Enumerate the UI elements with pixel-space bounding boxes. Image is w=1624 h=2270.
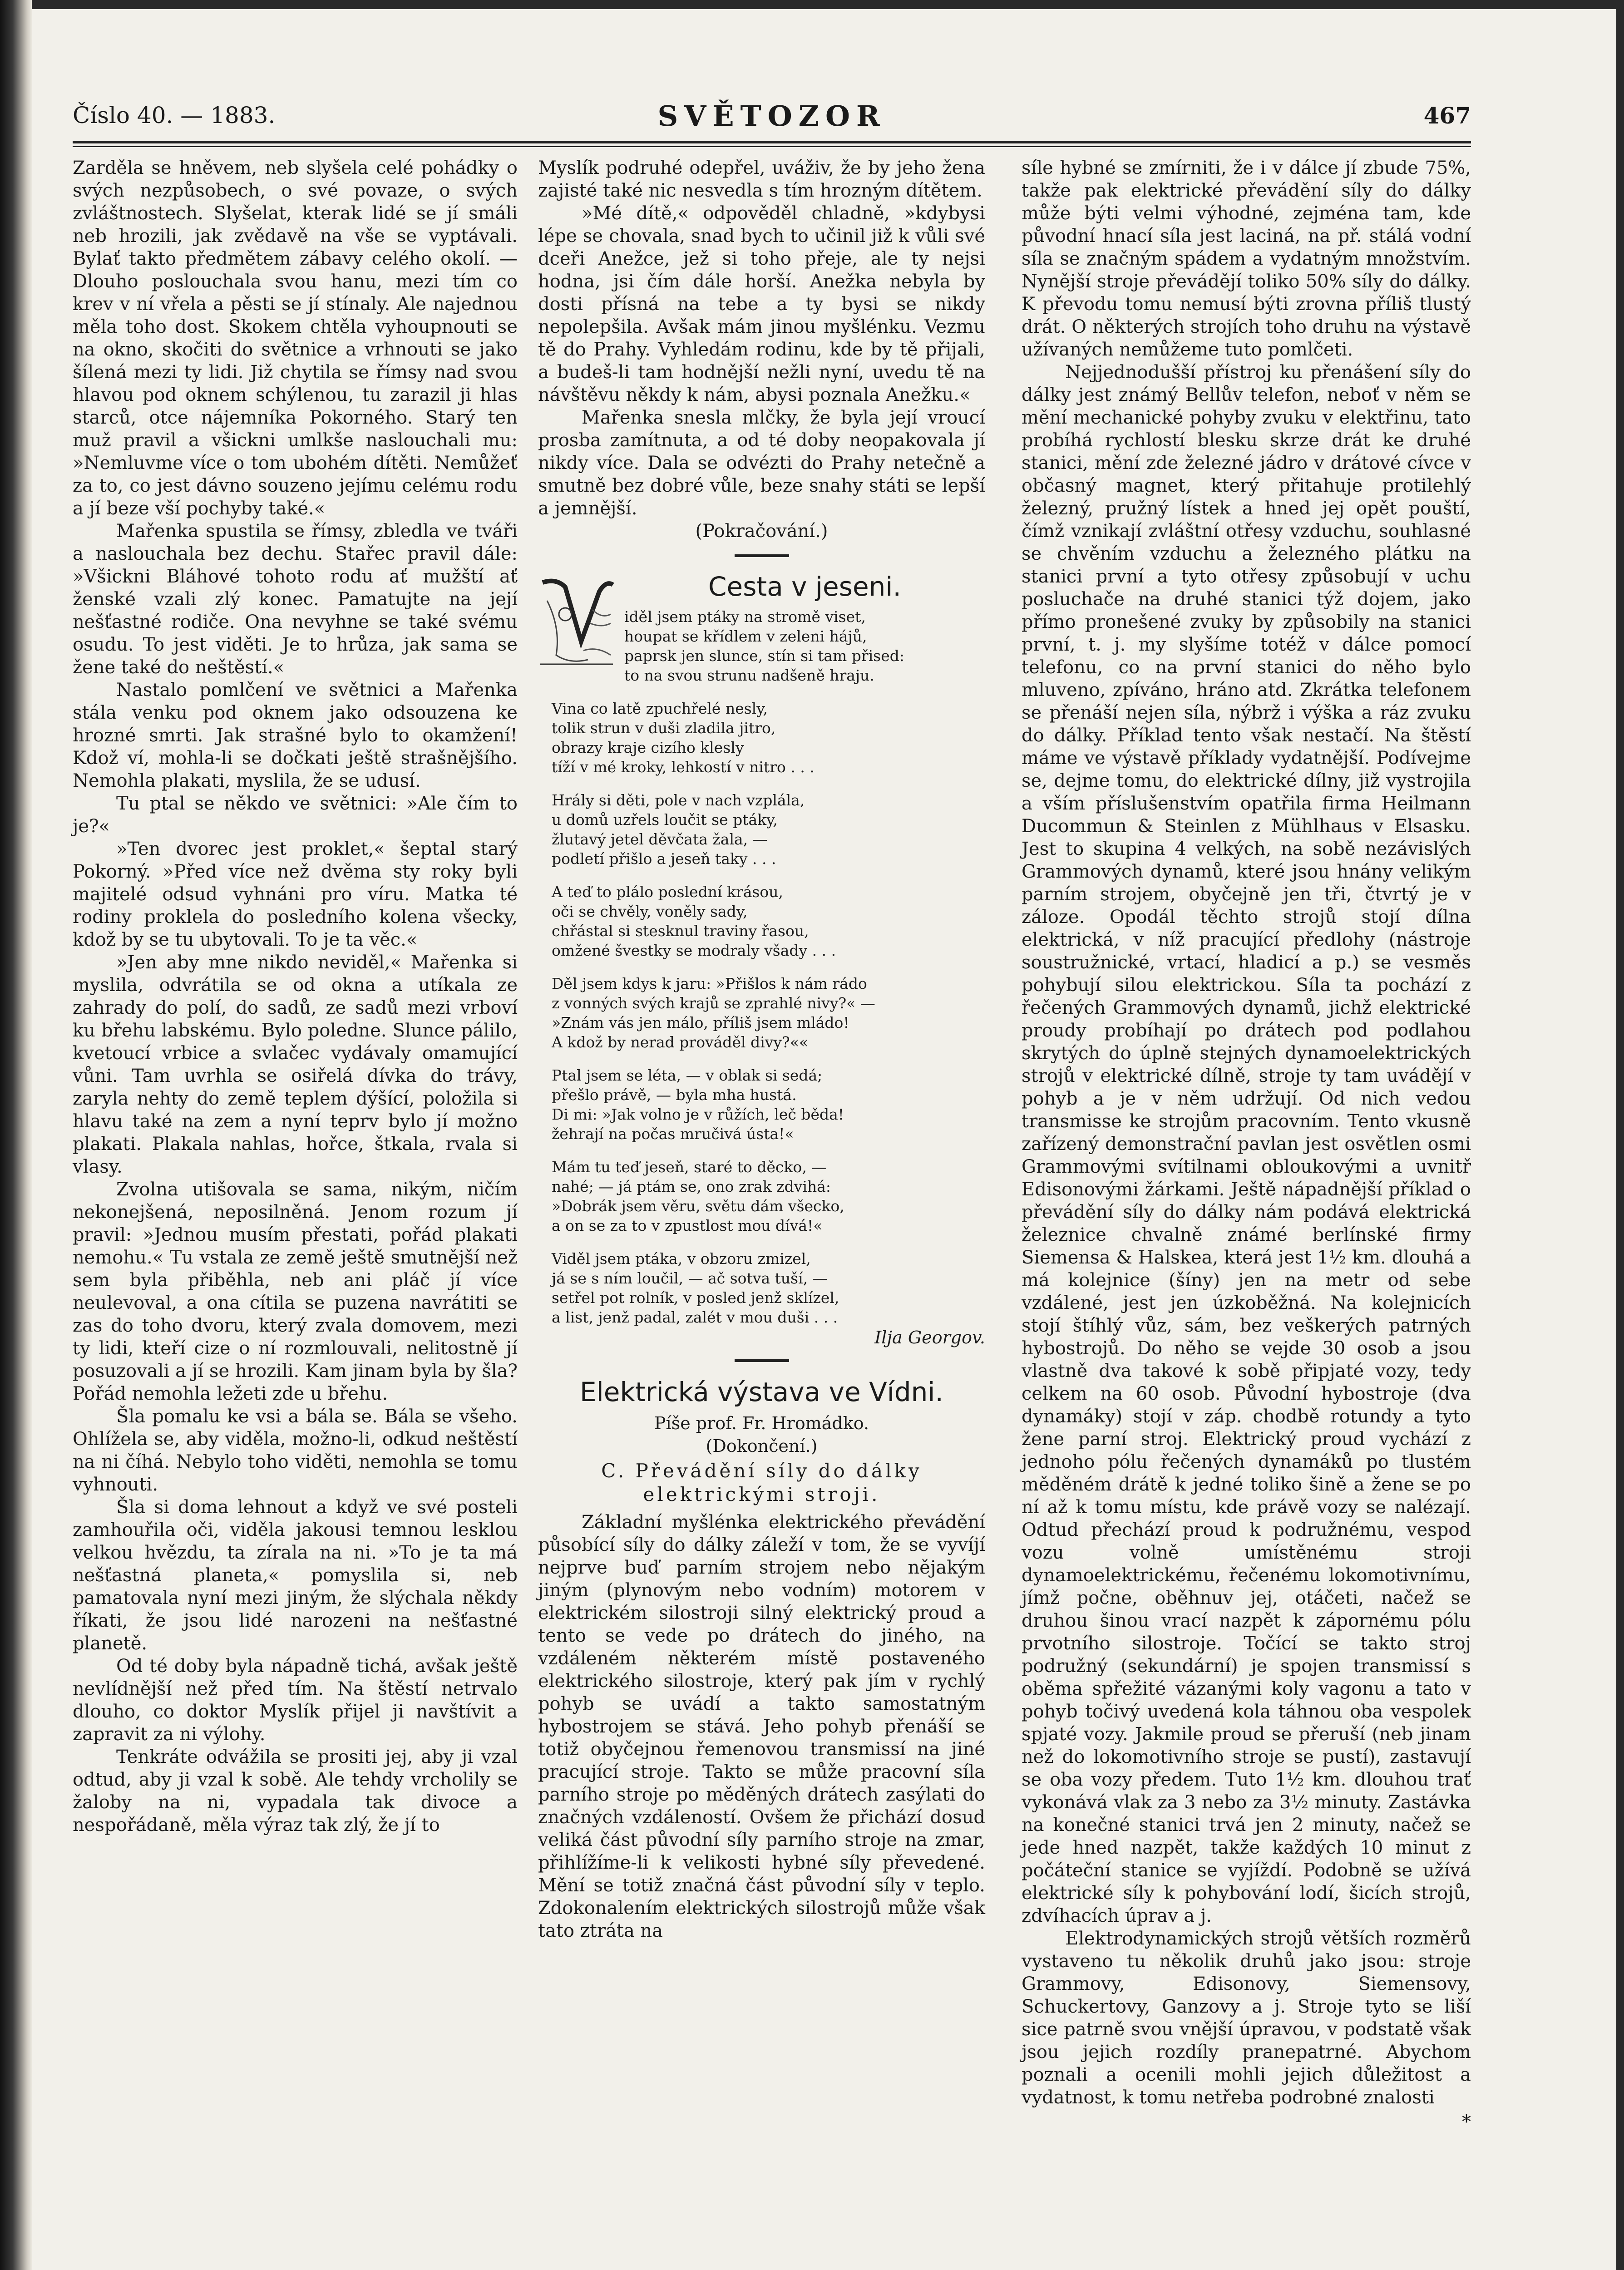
continuation-note: (Pokračování.) <box>695 521 828 542</box>
verse-line: já se s ním loučil, — ač sotva tuší, — <box>552 1269 828 1287</box>
paragraph: Nejjednodušší přístroj ku přenášení síly do dálky jest známý Bellův telefon, neboť v něm se mění mechanické pohyby zvuku v elektřinu, tato probíhá rychlostí blesku skrze drát ke druhé stanici, mění zde železné jádro v drátové cívce v občasný magnet, který přitahuje protilehlý železný, pružný lístek a hned jej opět pouští, čímž vznikají zvláštní otřesy vzduchu, souhlasné se chvěním vzduchu a železného plátku na stanici první a tyto otřesy způsobují v uchu posluchače na druhé stanici týž dojem, jako přímo pronešené zvuky by způsobily na stanici první, t. j. my slyšíme totéž v dálce pomocí telefonu, co na první stanici do něho bylo mluveno, zpíváno, hráno atd. Zkrátka telefonem se přenáší nejen síla, nýbrž i výška a ráz zvuku do dálky. Příklad tento však nestačí. Na štěstí máme ve výstavě příklady vydatnější. Podívejme se, dejme tomu, do elektrické dílny, již vystrojila a vším příslušenstvím opatřila firma Heilmann Ducommun & Steinlen z Mühlhaus v Elsasku. Jest to skupina 4 velkých, na sobě nezávislých Grammových dynamů, které jsou hnány velikým parním strojem, obyčejně jen tři, čtvrtý je v záloze. Opodál těchto strojů stojí dílna elektrická, v níž pracující předlohy (nástroje soustružnické, vrtací, hladicí a p.) se vesměs pohybují silou elektrickou. Síla ta pochází z řečených Grammových dynamů, jichž elektrické proudy probíhají po drátech pod podlahou skrytých do úplně stejných dynamoelektrických strojů v elektrické dílně, stroje ty tam uvádějí v pohyb a je v něm udržují. Od nich vedou transmisse ke strojům pracovním. Tento vkusně zařízený demonstrační pavlan jest osvětlen osmi Grammovými svítilnami obloukovými a uvnitř Edisonovými žárkami. Ještě nápadnější příklad o převádění síly do dálky nám podává elektrická železnice chvalně známé berlínské firmy Siemensa & Halskea, která jest 1½ km. dlouhá a má kolejnice (šíny) jen na metr od sebe vzdálené, jest jen úzkoběžná. Na kolejnicích stojí štíhlý vůz, sám, bez veškerých patrných hybostrojů. Do něho se vejde 30 osob a jsou vlastně dva takové k sobě připjaté vozy, tedy celkem na 60 osob. Původní hybostroje (dva dynamáky) stojí v záp. chodbě rotundy a tyto žene parní stroj. Elektrický proud vychází z jednoho pólu řečených dynamáků po tlustém měděném drátě k jedné toliko šině a žene se po ní až k tomu místu, kde právě vozy se nalézají. Odtud přechází proud k podružnému, vespod vozu volně umístěnému stroji dynamoelektrickému, řečenému lokomotivnímu, jímž počne, oběhnuv jej, otáčeti, načež se druhou šinou vrací nazpět k zápornému pólu prvotního silostroje. Točící se takto stroj podružný (sekundární) je spojen transmissí s oběma spřežité vázanými koly vagonu a tato v pohyb točivý uvedená kola táhnou oba vespolek spjaté vozy. Jakmile proud se přeruší (neb jinam než do lokomotivního stroje se pustí), zastavují se oba vozy předem. Tuto 1½ km. dlouhou trať vykonává vlak za 3 nebo za 3½ minuty. Zastávka na konečné stanici trvá jen 2 minuty, načež se jede hned nazpět, takže každých 10 minut z počáteční stanice se vyjíždí. Podobně se užívá elektrické síly k pohybování lodí, šicích strojů, zdvíhacích úprav a j. <box>1022 362 1471 1926</box>
stanza <box>552 790 985 869</box>
verse-line: a list, jenž padal, zalét v mou duši . . . <box>552 1308 838 1326</box>
section-divider <box>735 1359 789 1362</box>
verse-line: setřel pot rolník, v posled jenž sklízel, <box>552 1289 839 1307</box>
paragraph: Základní myšlénka elektrického převádění působící síly do dálky záleží v tom, že se vyvíjí nejprve buď parním strojem nebo nějakým jiným (plynovým nebo vodním) motorem v elektrickém silostroji silný elektrický proud a tento se vede po drátech do jiného, na vzdáleném některém místě postaveného elektrického silostroje, který pak jím v rychlý pohyb se uvádí a takto samostatným hybostrojem se stává. Jeho pohyb přenáší se totiž obyčejnou řemenovou transmissí na jiné pracující stroje. Takto se může pracovní síla parního stroje po měděných drátech zasýlati do značných vzdáleností. Ovšem že přichází dosud veliká část původní síly parního stroje na zmar, přihlížíme-li k velikosti hybné síly převedené. Mění se totiž značná část původní síly v teplo. Zdokonalením elektrických silostrojů může však tato ztráta na <box>538 1512 985 1941</box>
stanza <box>552 699 985 777</box>
poem-author: Ilja Georgov. <box>874 1327 985 1347</box>
paragraph: Mařenka snesla mlčky, že byla její vroucí prosba zamítnuta, a od té doby neopakovala jí nikdy více. Dala se odvézti do Prahy netečně a smutně bez dobré vůle, beze snahy státi se lepší a jemnější. <box>538 407 985 519</box>
verse-line: z vonných svých krajů se zprahlé nivy?« — <box>552 994 875 1012</box>
paragraph: »Mé dítě,« odpověděl chladně, »kdybysi lépe se chovala, snad bych to učinil již k vůli své dceři Anežce, jež si toho přeje, ale ty nejsi hodna, jsi čím dále horší. Anežka nebyla by dosti přísná na tebe a ty bysi se nikdy nepolepšila. Avšak mám jinou myšlénku. Vezmu tě do Prahy. Vyhledám rodinu, kde by tě přijali, a budeš-li tam hodnější nežli nyní, uvedu tě na návštěvu někdy k nám, abysi poznala Anežku.« <box>538 203 985 405</box>
paragraph: Mařenka spustila se římsy, zbledla ve tváři a naslouchala bez dechu. Stařec pravil dále: »Všickni Bláhové tohoto rodu ať mužští ať ženské vzali zlý konec. Pamatujte na její nešťastné rodiče. Ona nevyhne se také svému osudu. To jest viděti. Je to hrůza, jak sama se žene také do neštěstí.« <box>73 521 518 678</box>
article-title: Elektrická výstava ve Vídni. <box>580 1377 943 1407</box>
stanza <box>552 882 985 960</box>
paragraph: »Ten dvorec jest proklet,« šeptal starý Pokorný. »Před více než dvěma sty roky byli majitelé odsud vyhnáni pro víru. Matka té rodiny proklela do posledního kolena všecky, kdož by se tu ubytovali. To je ta věc.« <box>73 839 518 950</box>
paragraph: Zarděla se hněvem, neb slyšela celé pohádky o svých nezpůsobech, o své povaze, o svých zvláštnostech. Slyšelat, kterak lidé se jí smáli neb hrozili, jak zvědavě na vše se vyptávali. Bylať takto předmětem zábavy celého okolí. — Dlouho poslouchala svou hanu, mezi tím co krev v ní vřela a pěsti se jí stínaly. Ale najednou měla toho dost. Skokem chtěla vyhoupnouti se na okno, skočiti do světnice a vrhnouti se jako šílená mezi ty lidi. Již chytila se římsy nad svou hlavou pod oknem schýlenou, tu zarazil ji hlas starců, otce nájemníka Pokorného. Starý ten muž pravil a všickni umlkše naslouchali mu: »Nemluvme více o tom ubohém dítěti. Nemůžeť za to, co jest dávno souzeno jejímu celému rodu a jí beze vší pochyby také.« <box>73 158 518 519</box>
verse-line: obrazy kraje cizího klesly <box>552 739 744 756</box>
paragraph: Šla si doma lehnout a když ve své posteli zamhouřila oči, viděla jakousi temnou lesklou velkou hvězdu, ta zírala na ni. »To je ta má nešťastná planeta,« pomyslila si, neb pamatovala nyní mezi jiným, že slýchala někdy říkati, že jsou lidé narozeni na nešťastné planetě. <box>73 1497 518 1654</box>
verse-line: nahé; — já ptám se, ono zrak zdvihá: <box>552 1178 831 1195</box>
page-header <box>73 99 1471 143</box>
verse-line: »Dobrák jsem věru, světu dám všecko, <box>552 1197 844 1215</box>
verse-line: omžené švestky se modraly všady . . . <box>552 942 836 959</box>
paragraph: Od té doby byla nápadně tichá, avšak ještě nevlídnější než před tím. Na štěstí netrvalo dlouho, co doktor Myslík přijel ji navštívit a zapravit za ni výlohy. <box>73 1656 518 1745</box>
verse-line: to na svou strunu nadšeně hraju. <box>624 666 874 684</box>
stanza <box>552 1249 985 1327</box>
paragraph: »Jen aby mne nikdo neviděl,« Mařenka si myslila, odvrátila se od okna a utíkala ze zahrady do polí, do sadů, ze sadů mezi vrboví ku břehu labskému. Bylo poledne. Slunce pálilo, kvetoucí vrbice a svlačec vydávaly omamující vůni. Tam uvrhla se osiřelá dívka do trávy, zaryla nehty do země teplem dýšící, položila si hlavu také na zem a nyní teprv bylo jí možno plakati. Plakala nahlas, hořce, štkala, rvala si vlasy. <box>73 952 518 1177</box>
verse-line: u domů uzřels loučit se ptáky, <box>552 811 778 829</box>
verse-line: »Znám vás jen málo, příliš jsem mládo! <box>552 1014 849 1031</box>
issue-number: Číslo 40. — 1883. <box>73 102 276 128</box>
verse-line: přešlo právě, — byla mha hustá. <box>552 1086 797 1104</box>
verse-line: Děl jsem kdys k jaru: »Přišlos k nám rádo <box>552 975 867 992</box>
verse-line: Viděl jsem ptáka, v obzoru zmizel, <box>552 1250 811 1268</box>
decorative-initial-v-icon <box>538 573 615 669</box>
verse-line: Hrály si děti, pole v nach vzplála, <box>552 791 805 809</box>
paragraph: Šla pomalu ke vsi a bála se. Bála se všeho. Ohlížela se, aby viděla, možno-li, odkud neštěstí na ni číhá. Nebylo toho viděti, nemohla se tomu vyhnouti. <box>73 1406 518 1495</box>
paragraph: Tenkráte odvážila se prositi jej, aby ji vzal odtud, aby ji vzal k sobě. Ale tehdy vrcholily se žaloby na ni, vypadala tak divoce a nespořádaně, měla výraz tak zlý, že jí to <box>73 1747 518 1836</box>
verse-line: houpat se křídlem v zeleni hájů, <box>624 627 867 645</box>
verse-line: A kdož by nerad prováděl divy?«« <box>552 1033 809 1051</box>
verse-line: A teď to plálo poslední krásou, <box>552 883 784 901</box>
verse-line: oči se chvěly, voněly sady, <box>552 903 748 920</box>
paragraph: Myslík podruhé odepřel, uváživ, že by jeho žena zajisté také nic nesvedla s tím hrozným dítětem. <box>538 158 985 201</box>
verse-line: Ptal jsem se léta, — v oblak si sedá; <box>552 1066 823 1084</box>
verse-line: paprsk jen slunce, stín si tam přised: <box>624 647 904 665</box>
paragraph: Nastalo pomlčení ve světnici a Mařenka stála venku pod oknem jako odsouzena ke hrozné smrti. Jak strašné bylo to okamžení! Kdož ví, mohla-li se dočkati ještě strašnějšího. Nemohla plakati, myslila, že se udusí. <box>73 680 518 791</box>
header-rule <box>73 141 1471 147</box>
verse-line: podletí přišlo a jeseň taky . . . <box>552 850 776 868</box>
poem-body <box>538 607 985 1347</box>
paragraph: Zvolna utišovala se sama, nikým, ničím nekonejšená, neposilněná. Jenom rozum jí pravil: »Jednou musím přestati, pořád plakati nemohu.« Tu vstala ze země ještě smutnější než sem byla přiběhla, neb ani pláč jí více neulevoval, a ona cítila se puzena navrátiti se zas do toho dvoru, který zvala domovem, mezi ty lidi, kteří cize o ní rozmlouvali, nelitostně jí posuzovali a jí se hrozili. Kam jinam byla by šla? Pořád nemohla ležeti zde u břehu. <box>73 1179 518 1404</box>
paragraph: Tu ptal se někdo ve světnici: »Ale čím to je?« <box>73 793 518 837</box>
paragraph: Elektrodynamických strojů větších rozměrů vystaveno tu několik druhů jako jsou: stroje Grammovy, Edisonovy, Siemensovy, Schuckertovy, Ganzovy a j. Stroje tyto se liší sice patrně svou vnější úpravou, v podstatě však jsou jejich rozdíly pranepatrné. Abychom poznali a ocenili mohli jejich důležitost a vydatnost, k tomu netřeba podrobné znalosti <box>1022 1928 1471 2108</box>
verse-line: chřástal si stesknul traviny řasou, <box>552 922 809 940</box>
column-middle <box>538 157 985 1942</box>
poem-title: Cesta v jeseni. <box>708 571 901 602</box>
verse-line: Vina co latě zpuchřelé nesly, <box>552 700 768 717</box>
verse-line: a on se za to v zpustlost mou dívá!« <box>552 1217 823 1234</box>
verse-line: Di mi: »Jak volno je v růžích, leč běda! <box>552 1105 844 1123</box>
stanza <box>552 974 985 1052</box>
paragraph: síle hybné se zmírniti, že i v dálce jí zbude 75%, takže pak elektrické převádění síly do dálky může býti velmi výhodné, zejména tam, kde původní hnací síla jest laciná, na př. stálá vodní síla se značným spádem a vydatným množstvím. Nynější stroje převádějí toliko 50% síly do dálky. K převodu tomu nemusí býti zrovna příliš tlustý drát. O některých strojích toho druhu na výstavě užívaných nemůžeme tuto pomlčeti. <box>1022 158 1471 360</box>
magazine-title: SVĚTOZOR <box>657 99 886 133</box>
verse-line: tíží v mé kroky, lehkostí v nitro . . . <box>552 758 814 776</box>
verse-line: žlutavý jetel děvčata žala, — <box>552 830 768 848</box>
verse-line: tolik strun v duši zladila jitro, <box>552 719 776 737</box>
section-heading: C. Převádění síly do dálky elektrickými stroji. <box>601 1460 922 1505</box>
page-number: 467 <box>1423 102 1471 129</box>
book-spine-shadow <box>0 0 32 2270</box>
verse-line: Mám tu teď jeseň, staré to děcko, — <box>552 1158 827 1176</box>
column-left <box>73 157 518 1836</box>
article-part-note: (Dokončení.) <box>706 1436 818 1456</box>
poem <box>538 571 985 1347</box>
section-divider <box>735 554 789 557</box>
stanza <box>552 1066 985 1144</box>
stanza <box>552 1157 985 1235</box>
column-right <box>1022 157 1471 2133</box>
verse-line: iděl jsem ptáky na stromě viset, <box>624 608 866 626</box>
verse-line: žehrají na počas mručivá ústa!« <box>552 1125 794 1143</box>
article-byline: Píše prof. Fr. Hromádko. <box>654 1413 869 1433</box>
footnote-mark: * <box>1462 2112 1471 2132</box>
